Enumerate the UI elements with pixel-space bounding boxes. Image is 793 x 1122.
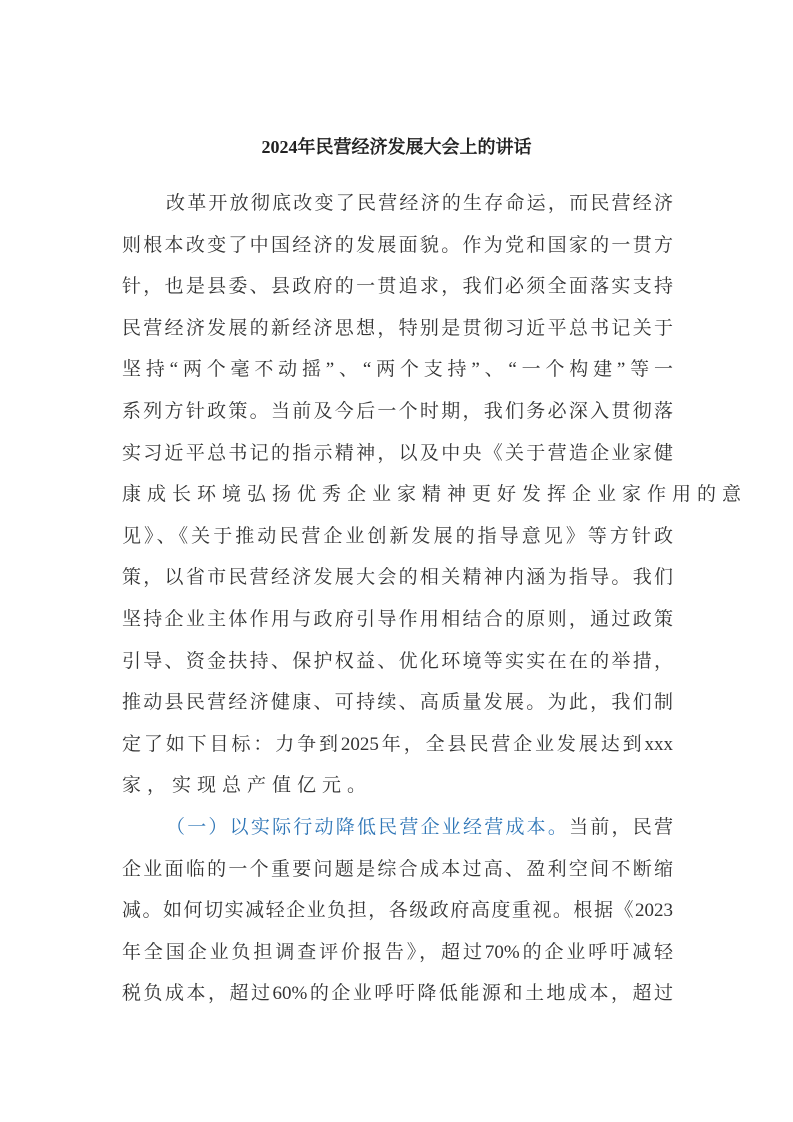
paragraph-1	[122, 183, 748, 807]
text-line: 减。如何切实减轻企业负担，各级政府高度重视。根据《2023	[122, 900, 673, 922]
text-line: 坚持企业主体作用与政府引导作用相结合的原则，通过政策	[122, 608, 673, 630]
text-line: 实习近平总书记的指示精神，以及中央《关于营造企业家健	[122, 442, 673, 464]
document-title: 2024年民营经济发展大会上的讲话	[261, 137, 532, 157]
text-line: 则根本改变了中国经济的发展面貌。作为党和国家的一贯方	[122, 234, 673, 256]
text-line	[122, 807, 673, 849]
text-line: 见》、《关于推动民营企业创新发展的指导意见》等方针政	[122, 525, 673, 547]
text-line: 系列方针政策。当前及今后一个时期，我们务必深入贯彻落	[122, 400, 673, 422]
text-line: 民营经济发展的新经济思想，特别是贯彻习近平总书记关于	[122, 317, 673, 339]
text-line: 税负成本，超过60%的企业呼吁降低能源和土地成本，超过	[122, 983, 673, 1005]
text-line: 策，以省市民营经济发展大会的相关精神内涵为指导。我们	[122, 567, 673, 589]
text-line: 家，实现总产值亿元。	[122, 775, 373, 797]
text-line: 康成长环境弘扬优秀企业家精神更好发挥企业家作用的意	[122, 484, 748, 506]
text-line: 引导、资金扶持、保护权益、优化环境等实实在在的举措，	[122, 650, 673, 672]
section-heading: （一）以实际行动降低民营企业经营成本。	[166, 816, 570, 838]
text-line: 针，也是县委、县政府的一贯追求，我们必须全面落实支持	[122, 276, 673, 298]
paragraph-2	[122, 807, 673, 1015]
text-line: 推动县民营经济健康、可持续、高质量发展。为此，我们制	[122, 692, 673, 714]
text-line: 企业面临的一个重要问题是综合成本过高、盈利空间不断缩	[122, 858, 673, 880]
text-line: 改革开放彻底改变了民营经济的生存命运，而民营经济	[166, 193, 673, 214]
document-body	[122, 183, 748, 1015]
text-span: 当前，民营	[569, 816, 673, 838]
text-line: 年全国企业负担调查评价报告》，超过70%的企业呼吁减轻	[122, 941, 673, 963]
text-line: 定了如下目标：力争到2025年，全县民营企业发展达到xxx	[122, 733, 673, 755]
text-line: 坚持“两个毫不动摇”、“两个支持”、“一个构建”等一	[122, 359, 673, 381]
